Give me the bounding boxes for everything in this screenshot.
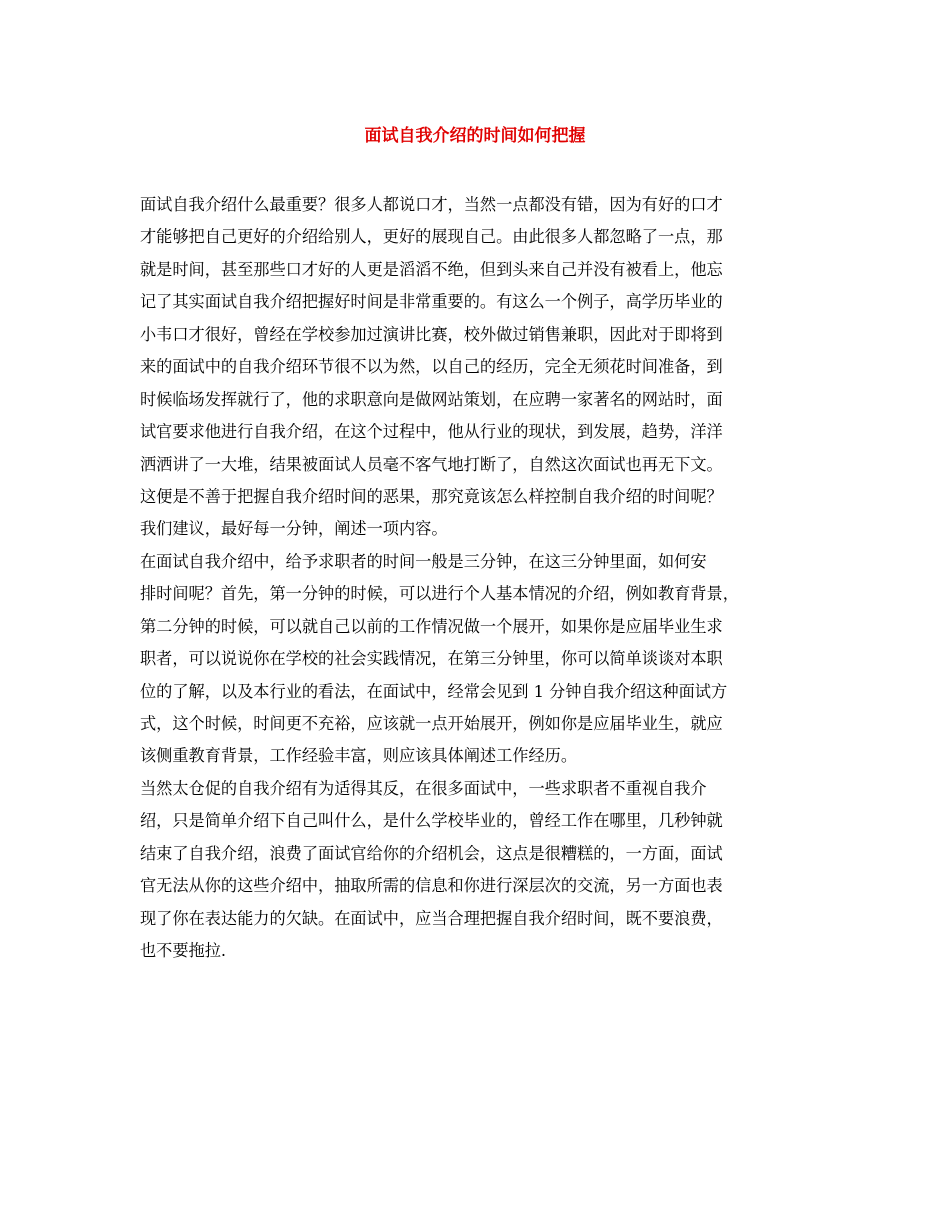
text-line: 小韦口才很好，曾经在学校参加过演讲比赛，校外做过销售兼职，因此对于即将到 bbox=[140, 324, 723, 344]
document-body bbox=[140, 189, 820, 968]
text-line: 第二分钟的时候，可以就自己以前的工作情况做一个展开，如果你是应届毕业生求 bbox=[140, 616, 723, 636]
page-title: 面试自我介绍的时间如何把握 bbox=[364, 126, 586, 146]
text-line: 现了你在表达能力的欠缺。在面试中，应当合理把握自我介绍时间，既不要浪费， bbox=[140, 908, 723, 928]
text-line: 当然太仓促的自我介绍有为适得其反，在很多面试中，一些求职者不重视自我介 bbox=[140, 778, 707, 798]
text-line: 也不要拖拉. bbox=[140, 941, 227, 961]
text-line: 绍，只是简单介绍下自己叫什么，是什么学校毕业的，曾经工作在哪里，几秒钟就 bbox=[140, 811, 723, 831]
text-line: 结束了自我介绍，浪费了面试官给你的介绍机会，这点是很糟糕的，一方面，面试 bbox=[140, 843, 723, 863]
text-line: 这便是不善于把握自我介绍时间的恶果，那究竟该怎么样控制自我介绍的时间呢？ bbox=[140, 486, 723, 506]
text-line: 来的面试中的自我介绍环节很不以为然，以自己的经历，完全无须花时间准备，到 bbox=[140, 357, 723, 377]
text-line: 职者，可以说说你在学校的社会实践情况，在第三分钟里，你可以简单谈谈对本职 bbox=[140, 649, 723, 669]
text-line: 洒洒讲了一大堆，结果被面试人员毫不客气地打断了，自然这次面试也再无下文。 bbox=[140, 454, 723, 474]
text-line: 排时间呢？首先，第一分钟的时候，可以进行个人基本情况的介绍，例如教育背景， bbox=[140, 584, 739, 604]
text-line: 记了其实面试自我介绍把握好时间是非常重要的。有这么一个例子，高学历毕业的 bbox=[140, 292, 723, 312]
text-line: 位的了解，以及本行业的看法，在面试中，经常会见到 1 分钟自我介绍这种面试方 bbox=[140, 681, 728, 701]
text-line: 试官要求他进行自我介绍，在这个过程中，他从行业的现状，到发展，趋势，洋洋 bbox=[140, 422, 723, 442]
text-line: 在面试自我介绍中，给予求职者的时间一般是三分钟，在这三分钟里面，如何安 bbox=[140, 551, 707, 571]
text-line: 就是时间，甚至那些口才好的人更是滔滔不绝，但到头来自己并没有被看上，他忘 bbox=[140, 259, 723, 279]
text-line: 面试自我介绍什么最重要？很多人都说口才，当然一点都没有错，因为有好的口才 bbox=[140, 195, 723, 214]
text-line: 才能够把自己更好的介绍给别人，更好的展现自己。由此很多人都忽略了一点，那 bbox=[140, 227, 723, 247]
text-line: 时候临场发挥就行了，他的求职意向是做网站策划，在应聘一家著名的网站时，面 bbox=[140, 389, 723, 409]
text-line: 官无法从你的这些介绍中，抽取所需的信息和你进行深层次的交流，另一方面也表 bbox=[140, 876, 723, 896]
text-line: 式，这个时候，时间更不充裕，应该就一点开始展开，例如你是应届毕业生，就应 bbox=[140, 714, 723, 733]
text-line: 该侧重教育背景，工作经验丰富，则应该具体阐述工作经历。 bbox=[140, 746, 578, 766]
text-line: 我们建议，最好每一分钟，阐述一项内容。 bbox=[140, 519, 448, 539]
